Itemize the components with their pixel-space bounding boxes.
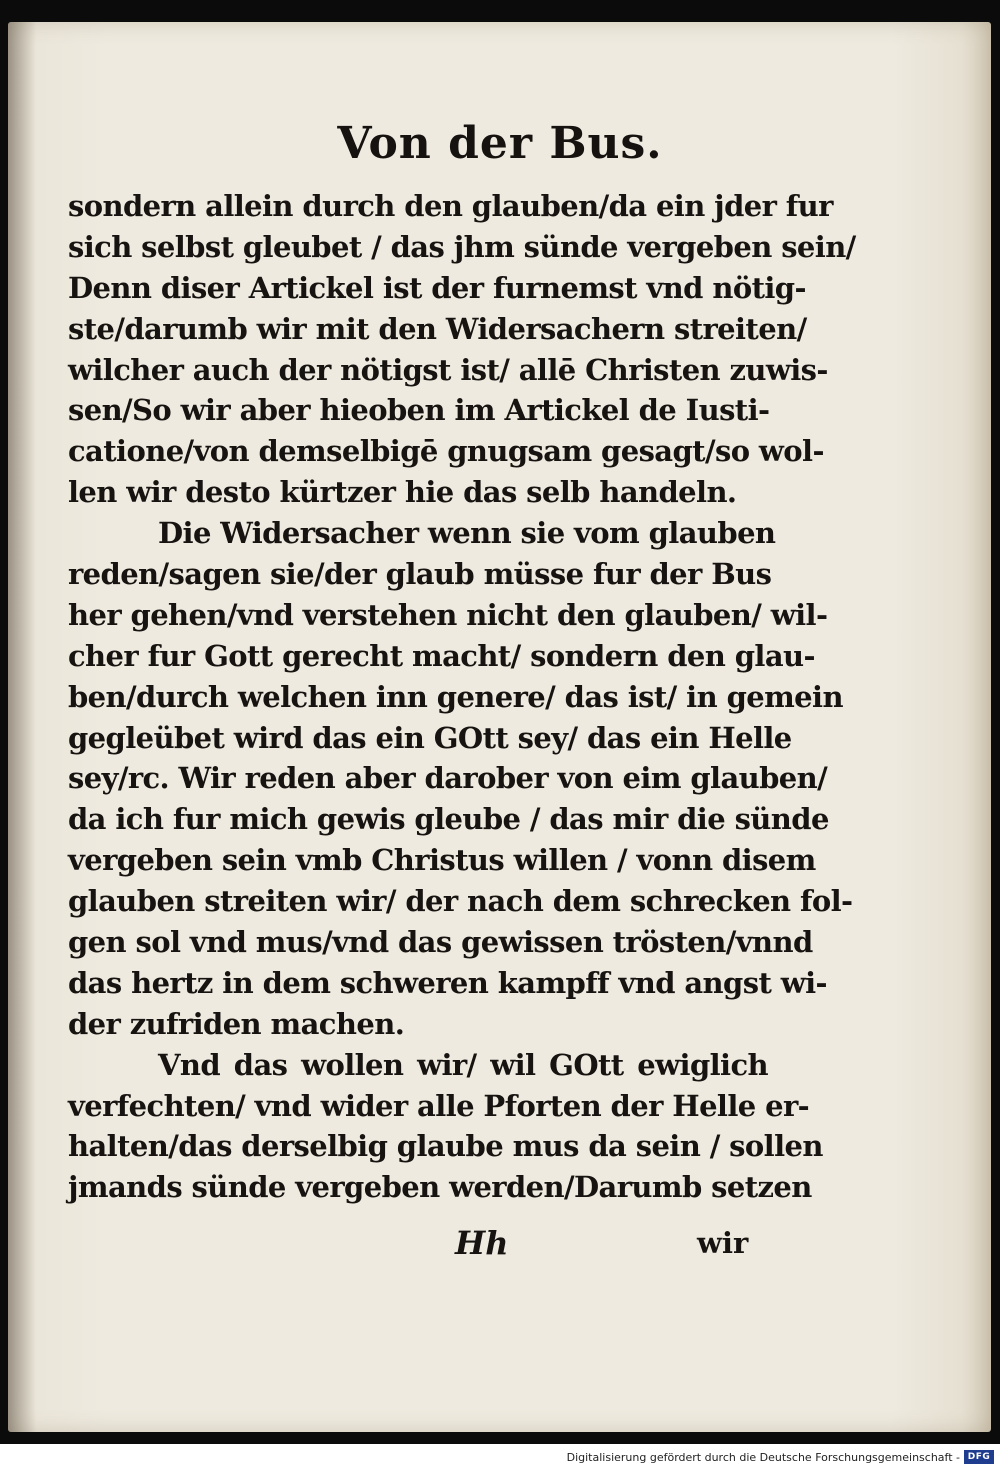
- text-line: cher fur Gott gerecht macht/ sondern den glau-: [68, 638, 815, 673]
- text-line: ben/durch welchen inn genere/ das ist/ in gemein: [68, 679, 843, 714]
- catchword: wir: [697, 1226, 749, 1260]
- text-line: sich selbst gleubet / das jhm sünde vergeben sein/: [68, 229, 856, 264]
- text-line: das hertz in dem schweren kampff vnd angst wi-: [68, 965, 827, 1000]
- text-line: der zufriden machen.: [68, 1006, 405, 1041]
- text-line: sey/rc. Wir reden aber darober von eim glauben/: [68, 761, 828, 796]
- funding-credit: Digitalisierung gefördert durch die Deutsche Forschungsgemeinschaft -: [566, 1451, 960, 1464]
- signature-mark: Hh: [455, 1224, 509, 1262]
- body-text: [68, 186, 856, 1208]
- running-head: Von der Bus.: [337, 118, 663, 169]
- text-line: glauben streiten wir/ der nach dem schrecken fol-: [68, 884, 853, 919]
- text-line: Denn diser Artickel ist der furnemst vnd nötig-: [68, 270, 806, 305]
- text-line: vergeben sein vmb Christus willen / vonn disem: [68, 843, 816, 878]
- page-gutter-shadow: [8, 22, 36, 1432]
- text-line: wilcher auch der nötigst ist/ allē Christen zuwis-: [68, 352, 828, 387]
- text-line: her gehen/vnd verstehen nicht den glauben/ wil-: [68, 597, 828, 632]
- text-line: da ich fur mich gewis gleube / das mir die sünde: [68, 802, 829, 837]
- text-line: len wir desto kürtzer hie das selb handeln.: [68, 475, 737, 510]
- text-line: Vnd das wollen wir/ wil GOtt ewiglich: [158, 1047, 768, 1082]
- text-line: reden/sagen sie/der glaub müsse fur der Bus: [68, 557, 772, 592]
- text-line: halten/das derselbig glaube mus da sein / sollen: [68, 1129, 823, 1164]
- text-line: gegleübet wird das ein GOtt sey/ das ein Helle: [68, 720, 792, 755]
- footer-bar: [0, 1444, 1000, 1470]
- text-line: Die Widersacher wenn sie vom glauben: [158, 516, 776, 551]
- text-line: sen/So wir aber hieoben im Artickel de Iusti-: [68, 393, 770, 428]
- text-line: jmands sünde vergeben werden/Darumb setzen: [68, 1170, 812, 1205]
- text-line: verfechten/ vnd wider alle Pforten der Helle er-: [68, 1088, 810, 1123]
- text-line: gen sol vnd mus/vnd das gewissen trösten/vnnd: [68, 925, 813, 960]
- text-line: sondern allein durch den glauben/da ein jder fur: [68, 189, 833, 223]
- dfg-logo: DFG: [964, 1450, 994, 1464]
- text-line: ste/darumb wir mit den Widersachern streiten/: [68, 311, 807, 346]
- text-line: catione/von demselbigē gnugsam gesagt/so wol-: [68, 434, 824, 469]
